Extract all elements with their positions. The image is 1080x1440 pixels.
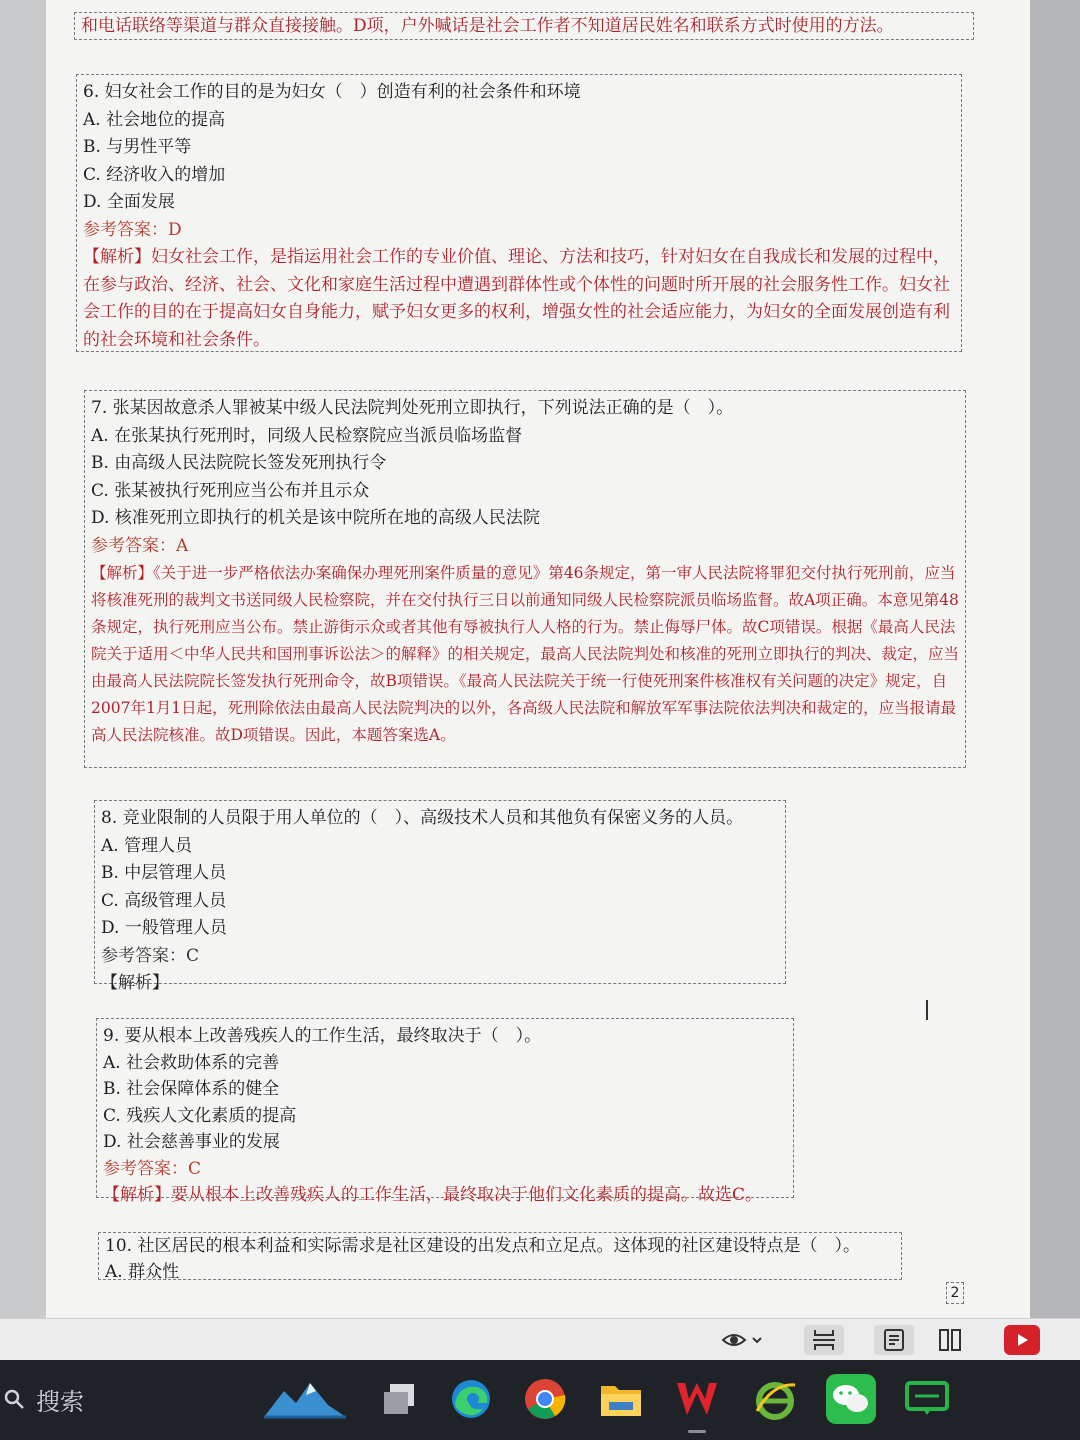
question-stem: 8. 竞业限制的人员限于用人单位的（ ）、高级技术人员和其他负有保密义务的人员。 xyxy=(101,808,744,828)
option-d: D. 全面发展 xyxy=(83,192,175,212)
right-gutter xyxy=(1030,0,1080,1320)
option-d: D. 一般管理人员 xyxy=(101,918,227,938)
question-10 xyxy=(98,1232,902,1280)
answer-label: 参考答案：C xyxy=(101,945,200,966)
widgets-landscape-icon[interactable] xyxy=(262,1374,348,1424)
option-a: A. 在张某执行死刑时，同级人民检察院应当派员临场监督 xyxy=(91,425,523,446)
question-9 xyxy=(96,1018,794,1205)
two-column-icon[interactable] xyxy=(930,1325,970,1355)
option-c: C. 残疾人文化素质的提高 xyxy=(103,1105,297,1126)
option-a: A. 社会救助体系的完善 xyxy=(103,1052,280,1073)
chrome-browser-icon[interactable] xyxy=(520,1374,570,1424)
eye-icon[interactable] xyxy=(716,1325,768,1355)
left-gutter xyxy=(0,0,46,1320)
option-b: B. 由高级人民法院院长签发死刑执行令 xyxy=(91,453,387,473)
question-stem: 6. 妇女社会工作的目的是为妇女（ ）创造有利的社会条件和环境 xyxy=(83,82,581,102)
question-stem: 7. 张某因故意杀人罪被某中级人民法院判处死刑立即执行，下列说法正确的是（ ）。 xyxy=(91,398,734,418)
active-app-indicator xyxy=(688,1430,706,1433)
wechat-icon[interactable] xyxy=(826,1374,876,1424)
page-number: 2 xyxy=(946,1282,964,1304)
ie-browser-icon[interactable] xyxy=(750,1374,800,1424)
question-8 xyxy=(94,800,786,993)
wps-office-icon[interactable] xyxy=(672,1374,722,1424)
question-6 xyxy=(76,74,962,352)
option-c: C. 经济收入的增加 xyxy=(83,164,226,185)
file-window-icon[interactable] xyxy=(374,1374,424,1424)
option-b: B. 社会保障体系的健全 xyxy=(103,1079,280,1099)
previous-explanation-tail xyxy=(74,12,974,40)
document-page xyxy=(46,0,1030,1318)
option-c: C. 高级管理人员 xyxy=(101,890,227,911)
text-cursor xyxy=(926,1000,928,1020)
answer-label: 参考答案：D xyxy=(83,219,182,240)
file-explorer-icon[interactable] xyxy=(596,1374,646,1424)
option-d: D. 社会慈善事业的发展 xyxy=(103,1132,280,1152)
answer-label: 参考答案：C xyxy=(103,1158,202,1179)
answer-label: 参考答案：A xyxy=(91,535,189,556)
option-a: A. 社会地位的提高 xyxy=(83,109,226,130)
question-stem: 9. 要从根本上改善残疾人的工作生活，最终取决于（ ）。 xyxy=(103,1026,542,1046)
option-d: D. 核准死刑立即执行的机关是该中院所在地的高级人民法院 xyxy=(91,508,540,528)
search-label: 搜索 xyxy=(36,1387,84,1416)
taskbar-search[interactable] xyxy=(0,1376,84,1422)
play-icon[interactable] xyxy=(1004,1325,1040,1355)
previous-explanation-text: 和电话联络等渠道与群众直接接触。D项，户外喊话是社会工作者不知道居民姓名和联系方式时使用的方法。 xyxy=(81,16,894,36)
question-7 xyxy=(84,390,966,768)
search-icon xyxy=(4,1388,26,1410)
document-view-icon[interactable] xyxy=(874,1325,914,1355)
explanation-text: 【解析】 xyxy=(101,973,169,993)
question-stem: 10. 社区居民的根本利益和实际需求是社区建设的出发点和立足点。这体现的社区建设特点是（ ）。 xyxy=(105,1236,860,1256)
explanation-text: 【解析】要从根本上改善残疾人的工作生活，最终取决于他们文化素质的提高。故选C。 xyxy=(103,1185,763,1205)
option-b: B. 中层管理人员 xyxy=(101,863,227,883)
reader-status-bar xyxy=(0,1318,1080,1361)
option-c: C. 张某被执行死刑应当公布并且示众 xyxy=(91,480,370,501)
windows-taskbar xyxy=(0,1360,1080,1440)
option-b: B. 与男性平等 xyxy=(83,137,192,157)
page-split-icon[interactable] xyxy=(804,1325,844,1355)
explanation-text: 【解析】《关于进一步严格依法办案确保办理死刑案件质量的意见》第46条规定，第一审人民法院将罪犯交付执行死刑前，应当将核准死刑的裁判文书送同级人民检察院，并在交付执行三日以前通知同级人民检察院派员临场监督。故A项正确。本意见第48条规定，执行死刑应当公布。禁止游街示众或者其他有辱被执行人人格的行为。禁止侮辱尸体。故C项错误。根据《最高人民法院关于适用＜中华人民共和国刑事诉讼法＞的解释》的相关规定，最高人民法院判处和核准的死刑立即执行的判决、裁定，应当由最高人民法院院长签发执行死刑命令，故B项错误。《最高人民法院关于统一行使死刑案件核准权有关问题的决定》规定，自2007年1月1日起，死刑除依法由最高人民法院判决的以外，各高级人民法院和解放军军事法院依法判决和裁定的，应当报请最高人民法院核准。故D项错误。因此，本题答案选A。 xyxy=(91,564,960,744)
option-a: A. 群众性 xyxy=(105,1262,180,1282)
chat-monitor-icon[interactable] xyxy=(902,1374,952,1424)
explanation-text: 【解析】妇女社会工作，是指运用社会工作的专业价值、理论、方法和技巧，针对妇女在自我成长和发展的过程中，在参与政治、经济、社会、文化和家庭生活过程中遭遇到群体性或个体性的问题时所开展的社会服务性工作。妇女社会工作的目的在于提高妇女自身能力，赋予妇女更多的权利，增强女性的社会适应能力，为妇女的全面发展创造有利的社会环境和社会条件。 xyxy=(83,247,950,350)
edge-browser-icon[interactable] xyxy=(446,1374,496,1424)
option-a: A. 管理人员 xyxy=(101,835,193,856)
